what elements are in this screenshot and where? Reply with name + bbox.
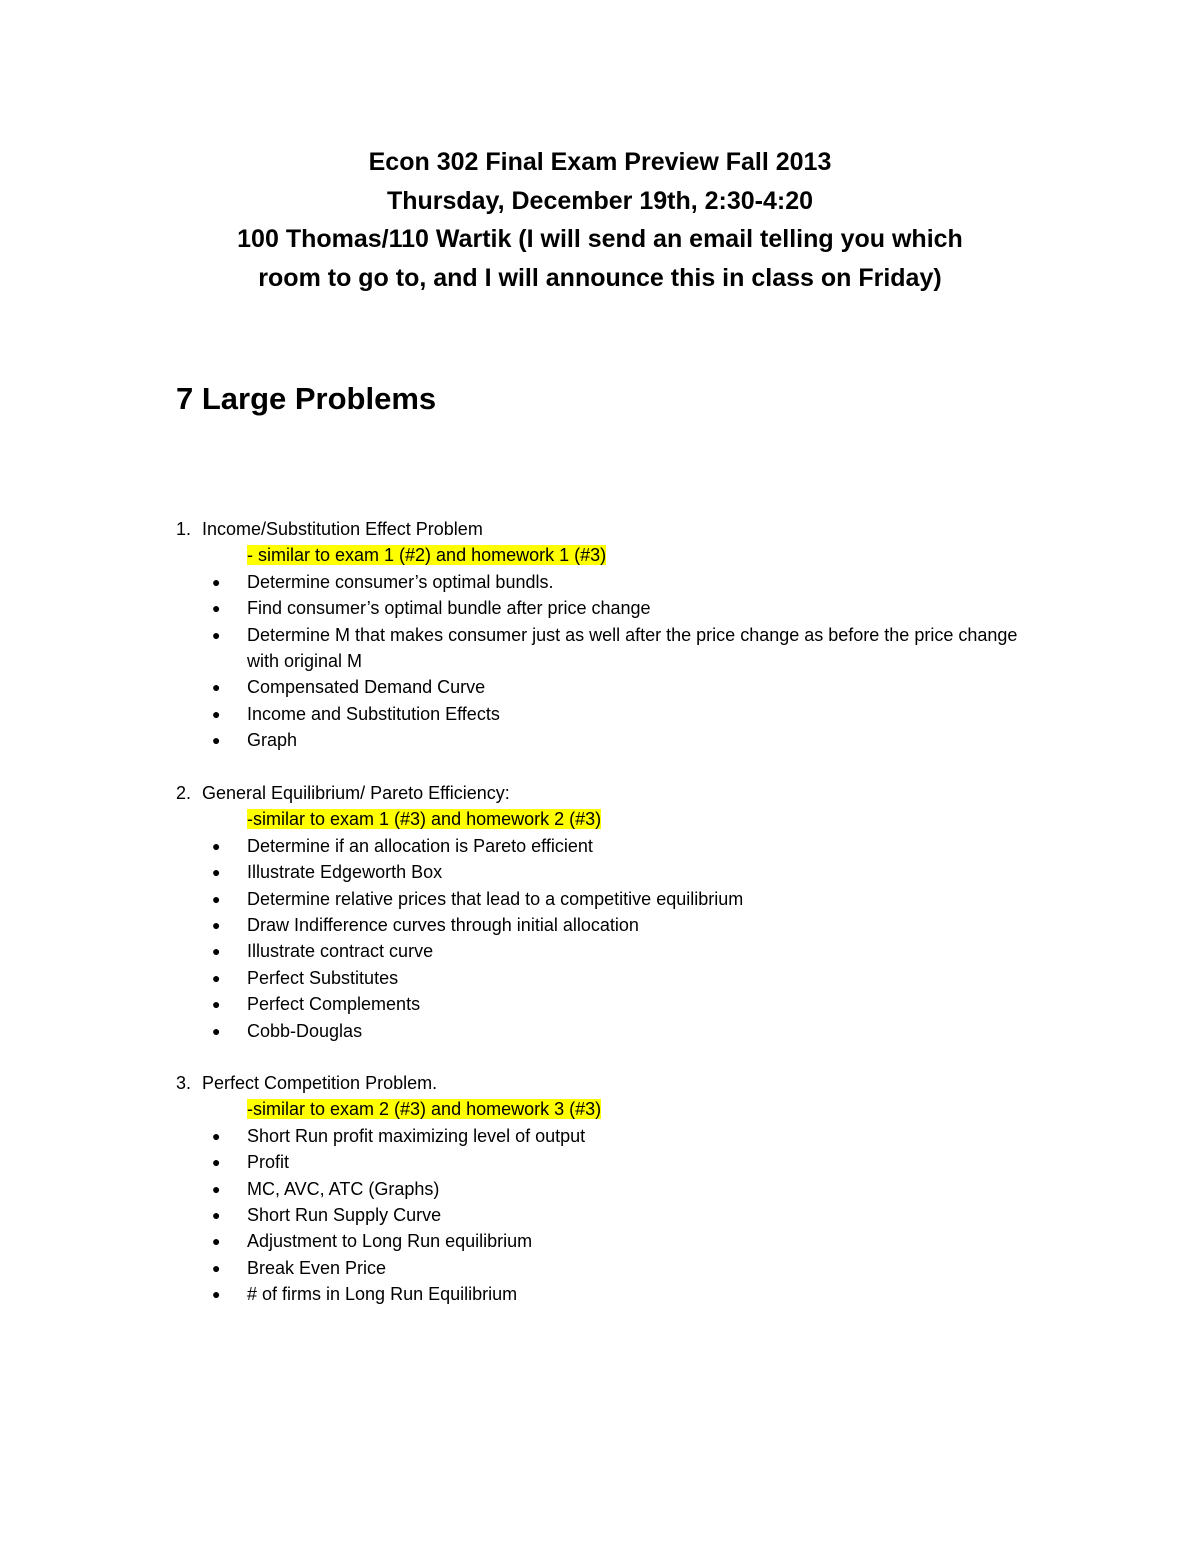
bullet-icon: ●: [212, 679, 221, 696]
section-number: 1.: [176, 519, 192, 539]
bullet-icon: ●: [212, 1286, 221, 1303]
list-item: [176, 1176, 1037, 1202]
list-item-text: Break Even Price: [247, 1257, 387, 1278]
bullet-icon: ●: [212, 837, 221, 854]
list-item-text: Compensated Demand Curve: [247, 677, 486, 698]
list-item-text: Short Run profit maximizing level of output: [247, 1125, 586, 1146]
list-item-text: Short Run Supply Curve: [247, 1205, 442, 1226]
section-title: [176, 516, 1056, 542]
list-item: [176, 595, 1037, 621]
list-item: [176, 1149, 1037, 1175]
section-title-text: General Equilibrium/ Pareto Efficiency:: [202, 783, 510, 803]
highlighted-note: -similar to exam 2 (#3) and homework 3 (#3): [247, 1099, 602, 1120]
bullet-icon: ●: [212, 626, 221, 643]
bullet-icon: ●: [212, 705, 221, 722]
list-item-text: MC, AVC, ATC (Graphs): [247, 1178, 440, 1199]
list-item: [176, 1123, 1037, 1149]
section-title: [176, 1070, 1056, 1096]
bullet-icon: ●: [212, 890, 221, 907]
highlighted-note: - similar to exam 1 (#2) and homework 1 (#3): [247, 545, 607, 566]
topic-list: [176, 569, 1056, 754]
list-item-text: Illustrate contract curve: [247, 941, 434, 962]
header-location-line-1: 100 Thomas/110 Wartik (I will send an email telling you which: [237, 225, 963, 253]
list-item: [176, 1228, 1037, 1254]
list-item-text: Profit: [247, 1152, 290, 1173]
problem-section-3: [176, 1070, 1056, 1308]
section-note: [247, 1096, 1056, 1122]
section-note: [247, 542, 1056, 568]
bullet-icon: ●: [212, 969, 221, 986]
bullet-icon: ●: [212, 1154, 221, 1171]
list-item-text: Draw Indifference curves through initial allocation: [247, 915, 639, 936]
bullet-icon: ●: [212, 600, 221, 617]
list-item: [176, 938, 1037, 964]
section-title-text: Perfect Competition Problem.: [202, 1073, 438, 1093]
list-item: [176, 622, 1037, 675]
list-item: [176, 965, 1037, 991]
highlighted-note: -similar to exam 1 (#3) and homework 2 (#3): [247, 809, 602, 830]
section-number: 3.: [176, 1073, 192, 1093]
list-item: [176, 701, 1037, 727]
list-item: [176, 1255, 1037, 1281]
bullet-icon: ●: [212, 943, 221, 960]
header-title: Econ 302 Final Exam Preview Fall 2013: [368, 148, 832, 176]
problem-section-1: [176, 516, 1056, 754]
list-item: [176, 674, 1037, 700]
list-item-text: Determine consumer’s optimal bundls.: [247, 571, 554, 592]
list-item-text: Determine if an allocation is Pareto efficient: [247, 835, 593, 856]
topic-list: [176, 1123, 1056, 1308]
list-item: [176, 1018, 1037, 1044]
list-item-text: Find consumer’s optimal bundle after price change: [247, 598, 651, 619]
list-item-text: Income and Substitution Effects: [247, 703, 500, 724]
problem-section-2: [176, 780, 1056, 1044]
list-item: [176, 886, 1037, 912]
list-item: [176, 859, 1037, 885]
list-item: [176, 727, 1037, 753]
list-item-text: Perfect Substitutes: [247, 967, 399, 988]
list-item-text: Determine relative prices that lead to a competitive equilibrium: [247, 888, 744, 909]
list-item: [176, 1202, 1037, 1228]
bullet-icon: ●: [212, 996, 221, 1013]
list-item: [176, 991, 1037, 1017]
bullet-icon: ●: [212, 1259, 221, 1276]
section-title: [176, 780, 1056, 806]
bullet-icon: ●: [212, 1022, 221, 1039]
bullet-icon: ●: [212, 864, 221, 881]
bullet-icon: ●: [212, 1127, 221, 1144]
list-item: [176, 833, 1037, 859]
list-item-text: Illustrate Edgeworth Box: [247, 862, 443, 883]
topic-list: [176, 833, 1056, 1044]
section-number: 2.: [176, 783, 192, 803]
section-note: [247, 806, 1056, 832]
bullet-icon: ●: [212, 1233, 221, 1250]
bullet-icon: ●: [212, 1207, 221, 1224]
list-item-text: Adjustment to Long Run equilibrium: [247, 1231, 533, 1252]
list-item-text: Perfect Complements: [247, 994, 421, 1015]
problems-heading: 7 Large Problems: [176, 381, 437, 416]
exam-header: [100, 143, 1100, 297]
header-location-line-2: room to go to, and I will announce this in class on Friday): [258, 263, 942, 292]
list-item-text: Graph: [247, 730, 298, 751]
bullet-icon: ●: [212, 917, 221, 934]
bullet-icon: ●: [212, 732, 221, 749]
list-item: [176, 912, 1037, 938]
list-item-text: Cobb-Douglas: [247, 1020, 363, 1041]
section-title-text: Income/Substitution Effect Problem: [202, 519, 483, 539]
bullet-icon: ●: [212, 1180, 221, 1197]
header-date-time: Thursday, December 19th, 2:30-4:20: [386, 186, 814, 215]
list-item-text: # of firms in Long Run Equilibrium: [247, 1284, 518, 1305]
list-item-text: Determine M that makes consumer just as well after the price change as before the price change with original M: [247, 624, 1018, 672]
list-item: [176, 1281, 1037, 1307]
bullet-icon: ●: [212, 573, 221, 590]
list-item: [176, 569, 1037, 595]
